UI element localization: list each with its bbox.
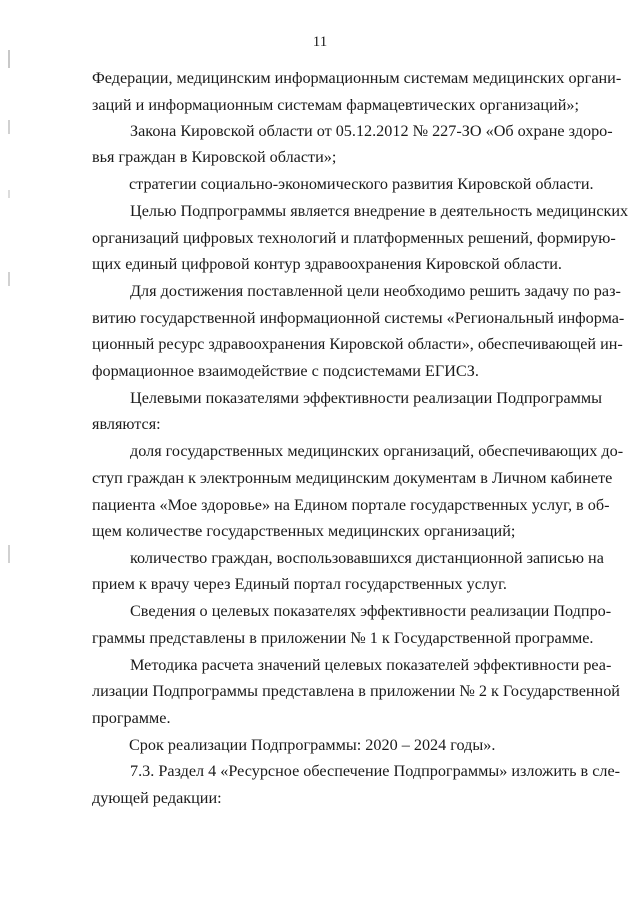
scan-margin-mark: [8, 545, 10, 563]
text-line: граммы представлены в приложении № 1 к Государственной программе.: [92, 629, 594, 647]
text-line: доля государственных медицинских организаций, обеспечивающих до-: [130, 442, 624, 460]
text-line: дующей редакции:: [92, 789, 222, 807]
text-line: лизации Подпрограммы представлена в приложении № 2 к Государственной: [92, 682, 620, 700]
text-line: прием к врачу через Единый портал государственных услуг.: [92, 575, 507, 593]
scan-margin-mark: [8, 272, 10, 286]
text-line: Сведения о целевых показателях эффективности реализации Подпро-: [130, 602, 612, 620]
text-line: ступ граждан к электронным медицинским документам в Личном кабинете: [92, 469, 613, 487]
text-line: ционный ресурс здравоохранения Кировской области», обеспечивающей ин-: [92, 335, 623, 353]
text-line: Федерации, медицинским информационным системам медицинских органи-: [92, 69, 622, 87]
page-number: 11: [312, 34, 328, 50]
scan-margin-mark: [8, 50, 10, 68]
text-line: Для достижения поставленной цели необходимо решить задачу по раз-: [130, 282, 621, 300]
text-line: Целью Подпрограммы является внедрение в деятельность медицинских: [130, 202, 629, 220]
text-line: вья граждан в Кировской области»;: [92, 148, 337, 166]
text-line: щих единый цифровой контур здравоохранения Кировской области.: [92, 255, 562, 273]
text-line: Срок реализации Подпрограммы: 2020 – 2024 годы».: [129, 736, 496, 754]
text-line: программе.: [92, 709, 171, 727]
text-line: организаций цифровых технологий и платформенных решений, формирую-: [92, 229, 616, 247]
text-line: количество граждан, воспользовавшихся дистанционной записью на: [130, 549, 604, 567]
text-line: Закона Кировской области от 05.12.2012 № 227-ЗО «Об охране здоро-: [130, 122, 613, 140]
text-line: витию государственной информационной системы «Региональный информа-: [92, 309, 625, 327]
text-line: Целевыми показателями эффективности реализации Подпрограммы: [130, 389, 602, 407]
text-line: формационное взаимодействие с подсистемами ЕГИСЗ.: [92, 362, 479, 380]
scan-margin-mark: [8, 190, 10, 198]
text-line: щем количестве государственных медицинских организаций;: [92, 522, 516, 540]
text-line: заций и информационным системам фармацевтических организаций»;: [92, 96, 579, 114]
scan-margin-mark: [8, 120, 10, 134]
text-line: пациента «Мое здоровье» на Едином портале государственных услуг, в об-: [92, 496, 610, 514]
text-line: стратегии социально-экономического развития Кировской области.: [129, 175, 594, 193]
text-line: 7.3. Раздел 4 «Ресурсное обеспечение Подпрограммы» изложить в сле-: [130, 762, 621, 780]
text-line: являются:: [92, 415, 161, 433]
text-line: Методика расчета значений целевых показателей эффективности реа-: [130, 656, 612, 674]
